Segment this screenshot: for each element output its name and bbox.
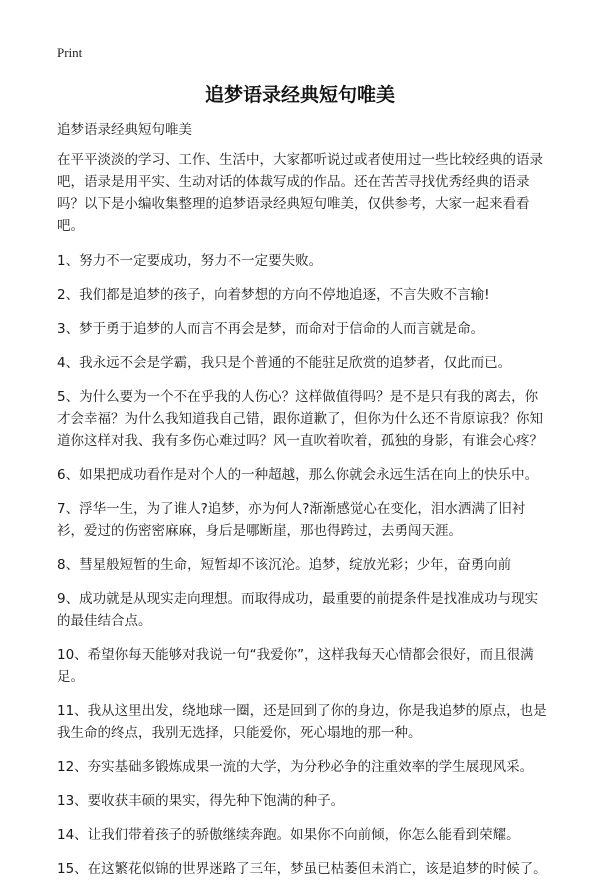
quote-item-10: 10、希望你每天能够对我说一句“我爱你”，这样我每天心情都会很好，而且很满足。 [57, 647, 534, 685]
quote-item-1: 1、努力不一定要成功，努力不一定要失败。 [57, 253, 323, 269]
print-link[interactable]: Print [57, 45, 83, 60]
quote-item-7: 7、浮华一生，为了谁人?追梦，亦为何人?渐渐感觉心在变化，泪水洒满了旧衬衫，爱过的伤密密麻麻，身后是哪断崖，那也得跨过，去勇闯天涯。 [57, 501, 526, 539]
intro-paragraph: 在平平淡淡的学习、工作、生活中，大家都听说过或者使用过一些比较经典的语录吧，语录是用平实、生动对话的体裁写成的作品。还在苦苦寻找优秀经典的语录吗？以下是小编收集整理的追梦语录经典短句唯美，仅供参考，大家一起来看看吧。 [57, 152, 543, 234]
quote-item-13: 13、要收获丰硕的果实，得先种下饱满的种子。 [57, 793, 345, 809]
page-title: 追梦语录经典短句唯美 [204, 84, 395, 106]
quote-item-5: 5、为什么要为一个不在乎我的人伤心？这样做值得吗？是不是只有我的离去，你才会幸福？为什么我知道我自己错，跟你道歉了，但你为什么还不肯原谅我？你知道你这样对我、我有多伤心难过吗？风一直吹着吹着，孤独的身影，有谁会心疼？ [57, 389, 543, 449]
document-subtitle: 追梦语录经典短句唯美 [57, 122, 192, 138]
quote-item-12: 12、夯实基础多锻炼成果一流的大学，为分秒必争的注重效率的学生展现风采。 [57, 759, 534, 775]
quote-item-15: 15、在这繁花似锦的世界迷路了三年，梦虽已枯萎但未消亡，该是追梦的时候了。 [57, 861, 547, 877]
quote-item-2: 2、我们都是追梦的孩子，向着梦想的方向不停地追逐，不言失败不言输! [57, 287, 490, 303]
quote-item-3: 3、梦于勇于追梦的人而言不再会是梦，而命对于信命的人而言就是命。 [57, 321, 485, 337]
quote-item-4: 4、我永远不会是学霸，我只是个普通的不能驻足欣赏的追梦者，仅此而已。 [57, 355, 512, 371]
quote-item-8: 8、彗星般短暂的生命，短暂却不该沉沦。追梦，绽放光彩；少年，奋勇向前 [57, 557, 512, 573]
quote-item-9: 9、成功就是从现实走向理想。而取得成功，最重要的前提条件是找准成功与现实的最佳结合点。 [57, 591, 539, 629]
quote-item-6: 6、如果把成功看作是对个人的一种超越，那么你就会永远生活在向上的快乐中。 [57, 467, 539, 483]
document-body [57, 149, 549, 892]
quote-item-11: 11、我从这里出发，绕地球一圈，还是回到了你的身边，你是我追梦的原点，也是我生命的终点，我别无选择，只能爱你，死心塌地的那一种。 [57, 703, 547, 741]
quote-item-14: 14、让我们带着孩子的骄傲继续奔跑。如果你不向前倾，你怎么能看到荣耀。 [57, 827, 520, 843]
